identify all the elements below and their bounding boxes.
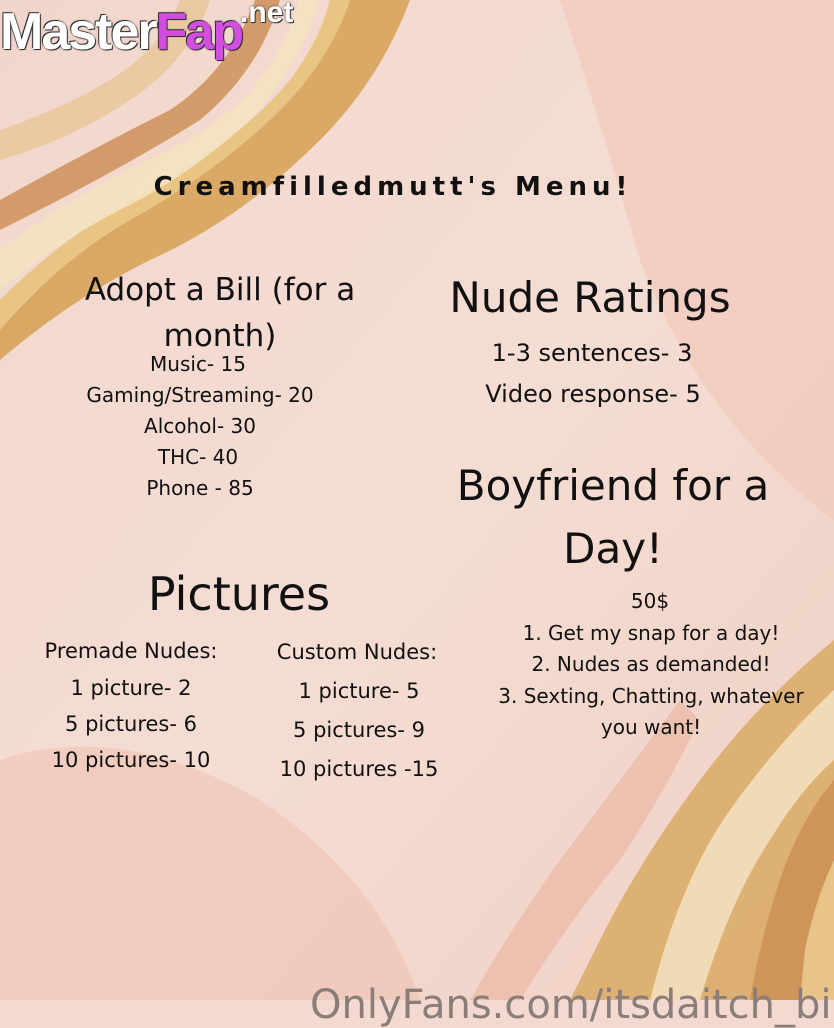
adopt-item: Gaming/Streaming- 20 [86,383,314,407]
menu-title: Creamfilledmutt's Menu! [153,172,633,202]
watermark-part1: Master [0,3,156,61]
custom-item: 5 pictures- 9 [293,718,425,742]
watermark-part2: Fap [155,3,243,61]
footer-link-text: OnlyFans.com/itsdaitch_bi [310,982,832,1028]
adopt-heading-line2: month) [163,318,277,354]
boyfriend-price: 50$ [630,589,670,613]
ratings-item: Video response- 5 [485,380,701,408]
boyfriend-heading-line1: Boyfriend for a [456,461,770,510]
ratings-heading: Nude Ratings [449,273,731,322]
boyfriend-item: you want! [600,715,702,739]
custom-item: 10 pictures -15 [279,757,439,781]
adopt-heading-line1: Adopt a Bill (for a [84,272,356,308]
watermark-suffix: .net [240,0,294,29]
adopt-item: Phone - 85 [146,476,254,500]
adopt-item: Alcohol- 30 [144,414,256,438]
custom-label: Custom Nudes: [276,640,438,664]
premade-label: Premade Nudes: [44,639,218,663]
premade-item: 10 pictures- 10 [51,748,211,772]
premade-item: 5 pictures- 6 [65,712,197,736]
boyfriend-heading-line2: Day! [563,524,663,573]
boyfriend-item: 2. Nudes as demanded! [531,652,771,676]
watermark-logo [0,2,242,62]
pictures-heading: Pictures [147,567,331,621]
premade-item: 1 picture- 2 [70,676,192,700]
custom-item: 1 picture- 5 [298,679,420,703]
adopt-item: Music- 15 [150,352,246,376]
boyfriend-item: 3. Sexting, Chatting, whatever [498,684,804,708]
boyfriend-item: 1. Get my snap for a day! [522,621,780,645]
ratings-item: 1-3 sentences- 3 [491,339,693,367]
adopt-item: THC- 40 [157,445,239,469]
